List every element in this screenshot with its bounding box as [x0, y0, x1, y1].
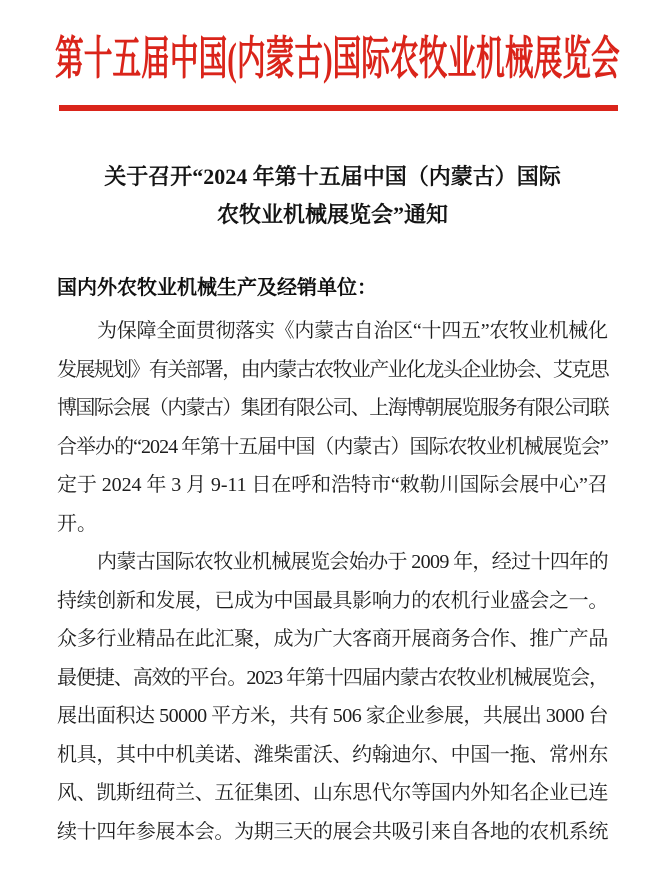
paragraph1-line: 博国际会展（内蒙古）集团有限公司、上海博朝展览服务有限公司联 [57, 397, 608, 419]
notice-title [57, 158, 608, 234]
paragraph1-line: 为保障全面贯彻落实《内蒙古自治区“十四五”农牧业机械化 [97, 320, 608, 342]
paragraph1-line: 开。 [57, 512, 97, 535]
banner-title: 第十五届中国(内蒙古)国际农牧业机械展览会 [55, 33, 620, 84]
red-divider-line [59, 105, 618, 111]
body-text [57, 312, 608, 851]
paragraph2-line: 最便捷、高效的平台。2023 年第十四届内蒙古农牧业机械展览会， [57, 666, 608, 689]
paragraph2-line: 内蒙古国际农牧业机械展览会始办于 2009 年，经过十四年的 [97, 551, 608, 573]
paragraph2-line: 展出面积达 50000 平方米，共有 506 家企业参展，共展出 3000 台 [57, 705, 609, 727]
paragraph1-line: 定于 2024 年 3 月 9-11 日在呼和浩特市“敕勒川国际会展中心”召 [57, 474, 608, 496]
paragraph2-line: 机具，其中中机美诺、潍柴雷沃、约翰迪尔、中国一拖、常州东 [57, 743, 608, 766]
notice-title-line-1: 关于召开“2024 年第十五届中国（内蒙古）国际 [104, 164, 561, 189]
addressee-heading: 国内外农牧业机械生产及经销单位： [57, 277, 377, 299]
paragraph1-line: 合举办的“2024 年第十五届中国（内蒙古）国际农牧业机械展览会” [57, 435, 608, 458]
paragraph2-line: 持续创新和发展，已成为中国最具影响力的农机行业盛会之一。 [57, 589, 608, 612]
paragraph2-line: 风、凯斯纽荷兰、五征集团、山东思代尔等国内外知名企业已连 [57, 782, 608, 804]
banner [55, 28, 620, 90]
notice-title-line-2: 农牧业机械展览会”通知 [216, 202, 448, 227]
paragraph2-line: 续十四年参展本会。为期三天的展会共吸引来自各地的农机系统 [57, 820, 608, 843]
paragraph2-line: 众多行业精品在此汇聚，成为广大客商开展商务合作、推广产品 [57, 628, 608, 650]
paragraph1-line: 发展规划》有关部署，由内蒙古农牧业产业化龙头企业协会、艾克思 [57, 358, 608, 381]
